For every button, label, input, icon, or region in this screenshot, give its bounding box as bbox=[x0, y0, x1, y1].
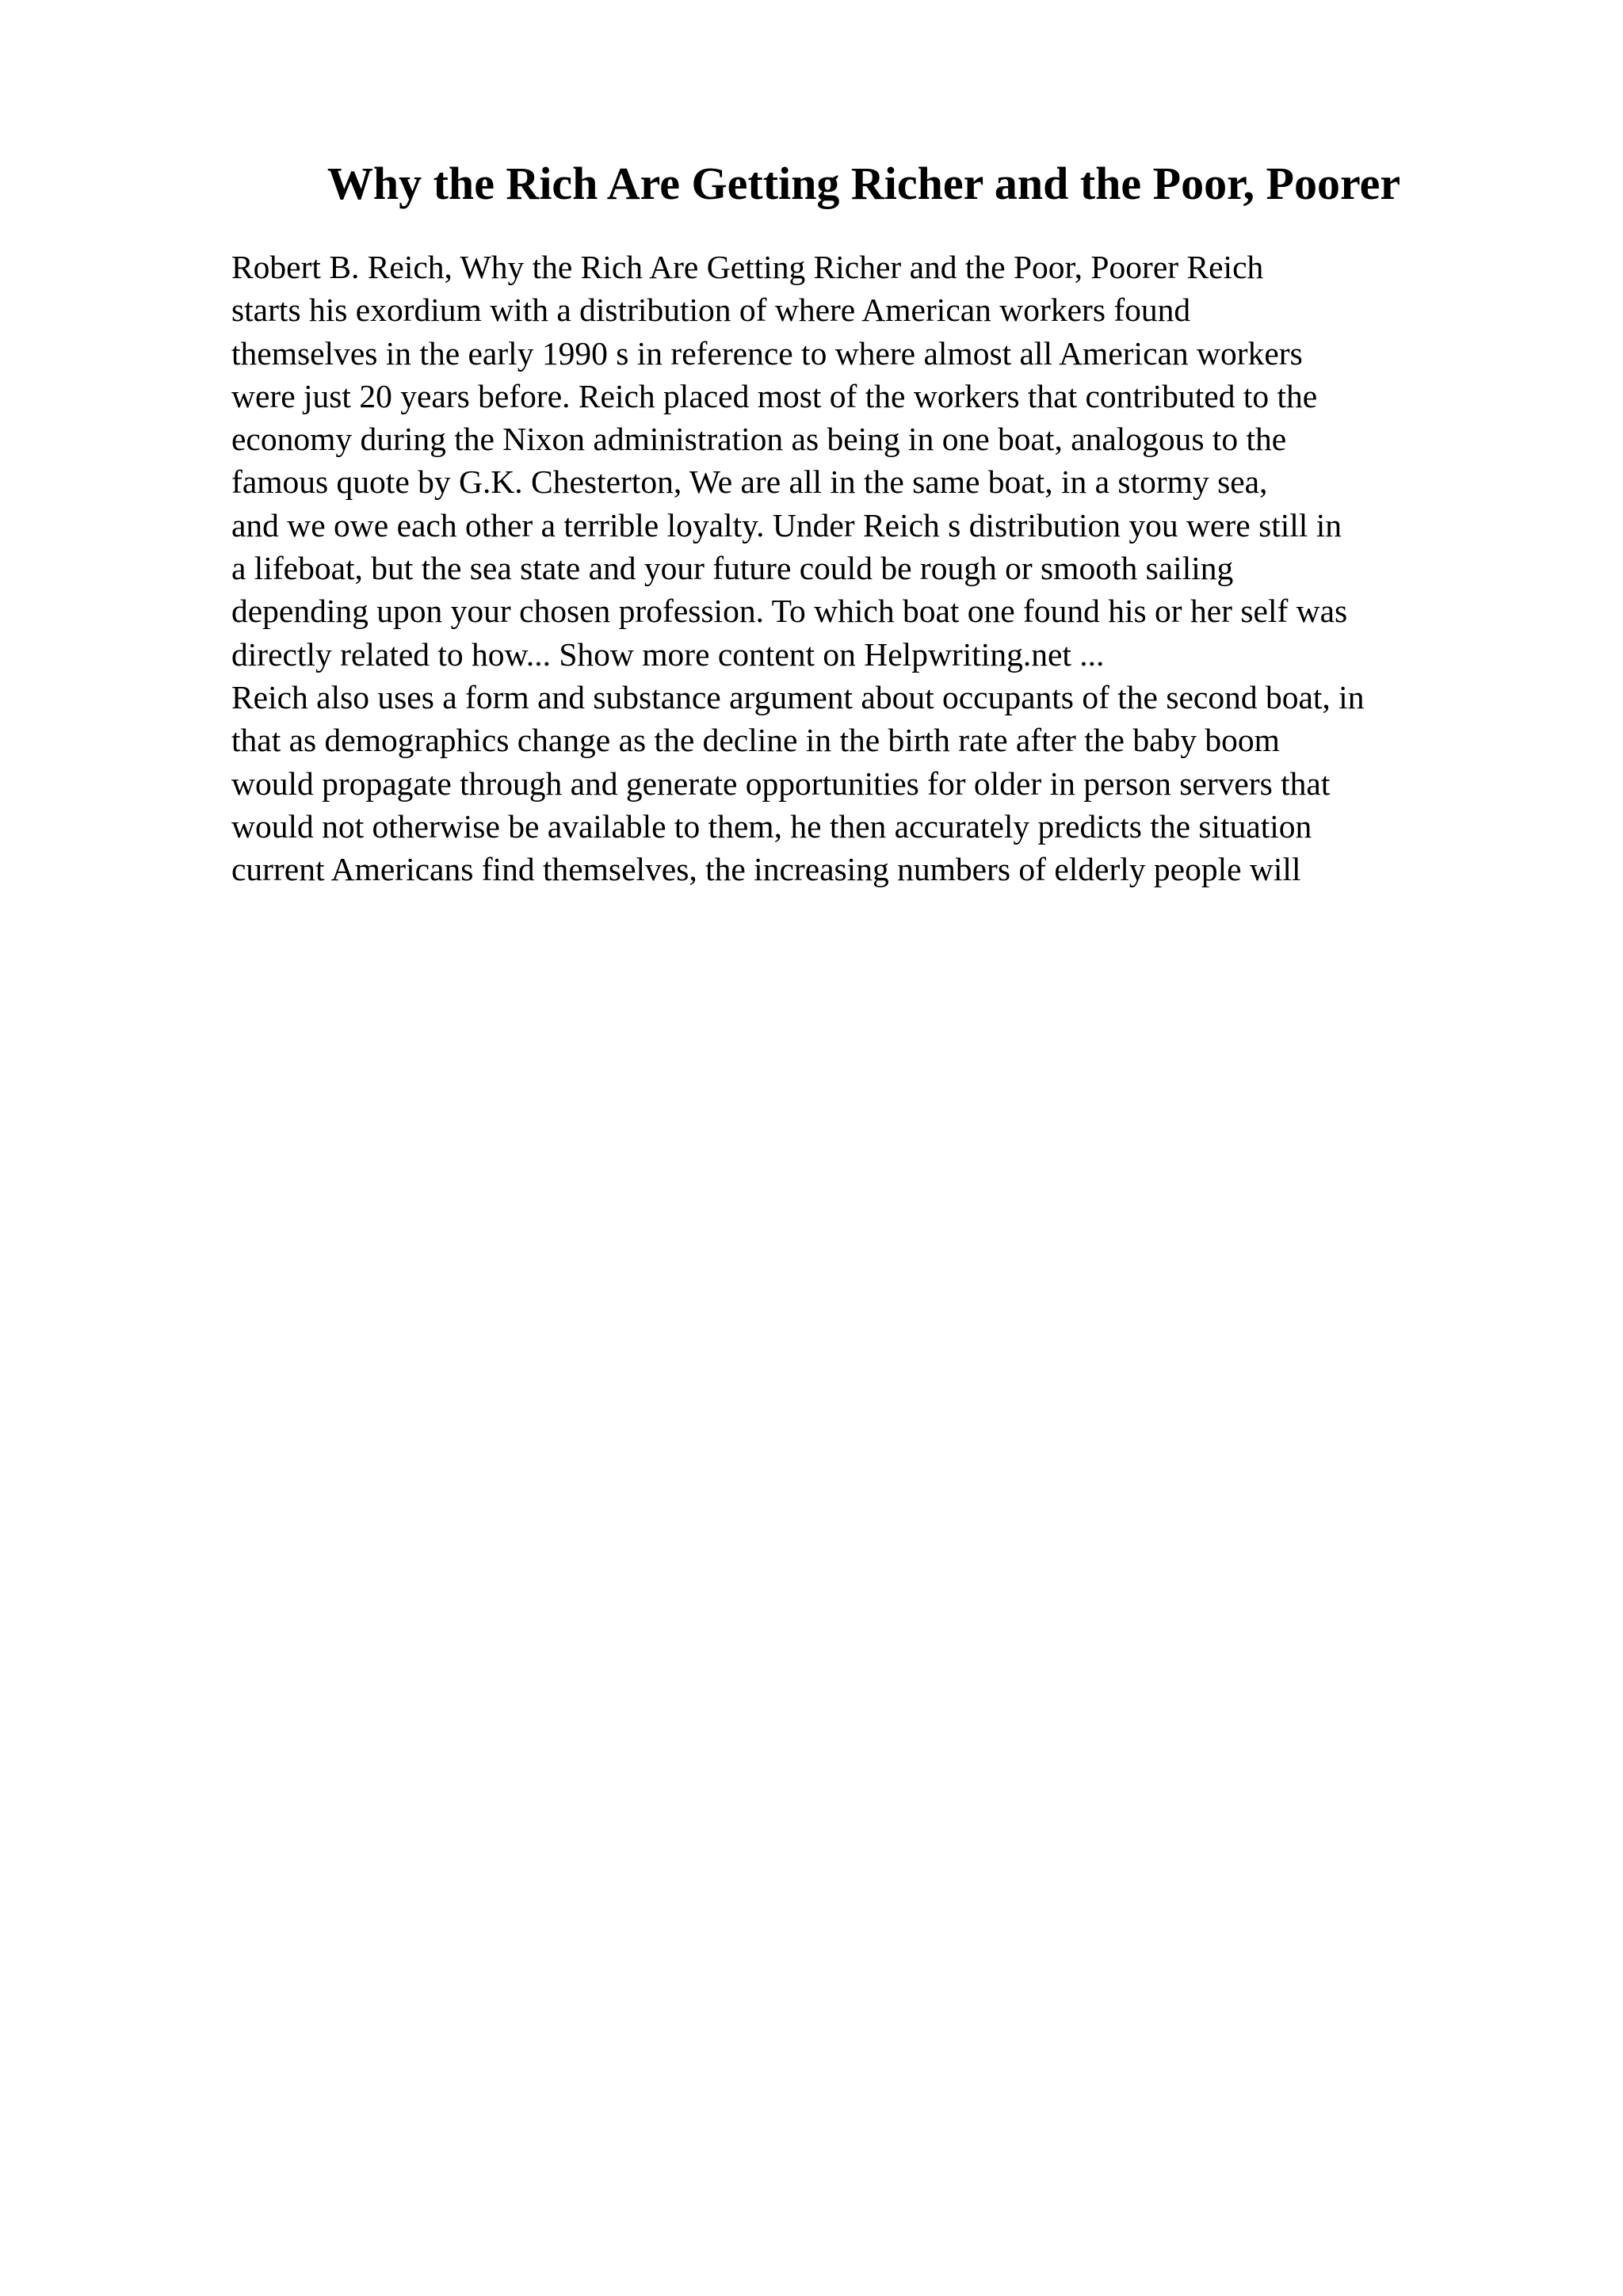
text-line: starts his exordium with a distribution of where American workers found bbox=[231, 292, 1191, 329]
text-line: directly related to how... Show more content on Helpwriting.net ... bbox=[231, 635, 1105, 673]
text-line: Robert B. Reich, Why the Rich Are Getting Richer and the Poor, Poorer Reich bbox=[231, 249, 1264, 285]
text-line: Reich also uses a form and substance argument about occupants of the second boat, in bbox=[231, 678, 1365, 715]
text-line: famous quote by G.K. Chesterton, We are all in the same boat, in a stormy sea, bbox=[231, 463, 1268, 501]
text-line: a lifeboat, but the sea state and your future could be rough or smooth sailing bbox=[231, 550, 1234, 587]
text-line: depending upon your chosen profession. To which boat one found his or her self was bbox=[231, 593, 1348, 630]
text-line: would not otherwise be available to them, he then accurately predicts the situation bbox=[231, 807, 1312, 845]
text-line: current Americans find themselves, the increasing numbers of elderly people will bbox=[231, 851, 1301, 888]
text-line: were just 20 years before. Reich placed most of the workers that contributed to the bbox=[231, 377, 1318, 414]
text-line: economy during the Nixon administration as being in one boat, analogous to the bbox=[231, 421, 1287, 458]
text-line: and we owe each other a terrible loyalty. Under Reich s distribution you were still in bbox=[231, 506, 1342, 543]
text-line: would propagate through and generate opportunities for older in person servers that bbox=[231, 765, 1331, 802]
page-title: Why the Rich Are Getting Richer and the Poor, Poorer bbox=[327, 158, 1401, 209]
text-line: themselves in the early 1990 s in reference to where almost all American workers bbox=[231, 334, 1303, 372]
body-text bbox=[231, 246, 1515, 891]
text-line: that as demographics change as the decline in the birth rate after the baby boom bbox=[231, 722, 1280, 759]
